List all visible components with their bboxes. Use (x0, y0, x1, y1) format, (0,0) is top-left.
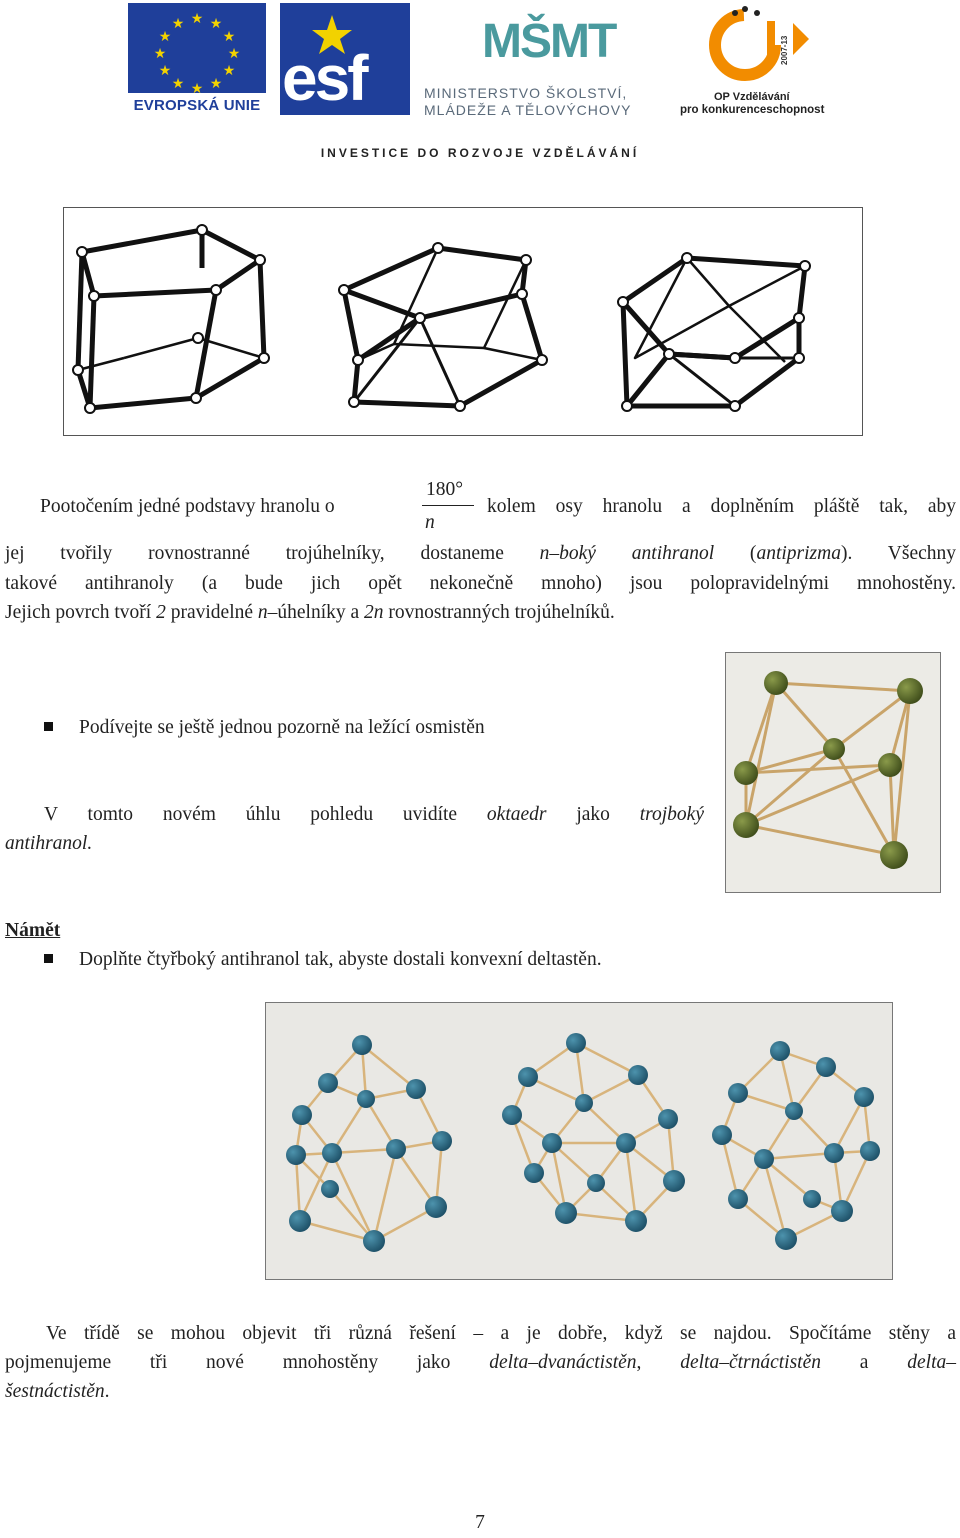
triangular-antiprism-drawing (623, 258, 805, 406)
svg-text:★: ★ (158, 29, 172, 45)
intro-line-1 (40, 478, 956, 538)
intro-l2-b: n–boký antihranol (539, 543, 715, 564)
closing-l2-f: delta– (907, 1352, 956, 1373)
svg-text:★: ★ (171, 76, 185, 92)
intro-line-4 (5, 598, 615, 628)
deltahedra-models-illustration (266, 1003, 892, 1279)
eu-label: EVROPSKÁ UNIE (133, 97, 261, 114)
intro-l1-before: Pootočením jedné podstavy hranolu o (40, 496, 335, 517)
octa-line-2 (5, 829, 92, 859)
octahedron-photo (725, 652, 941, 893)
fraction-bar (422, 505, 474, 506)
page-number: 7 (475, 1512, 485, 1533)
intro-l4-c: pravidelné (165, 602, 258, 623)
intro-line-2 (5, 539, 956, 569)
eu-flag-icon (128, 3, 266, 93)
closing-line-2 (5, 1348, 956, 1378)
octahedron-model-illustration (726, 653, 940, 892)
closing-l3-end: . (104, 1381, 110, 1402)
intro-l2-a: jej tvořily rovnostranné trojúhelníky, dostaneme (5, 543, 540, 564)
closing-line-3 (5, 1377, 110, 1407)
fraction (422, 478, 474, 536)
op-logo (680, 3, 840, 121)
closing-l2-c: , (636, 1352, 681, 1373)
octa-bullet-text: Podívejte se ještě jednou pozorně na ležící osmistěn (79, 717, 485, 738)
fraction-denominator: n (425, 512, 435, 533)
octa-line-1 (44, 800, 704, 830)
octa-l1-b: oktaedr (486, 804, 547, 825)
intro-line-3: takové antihranoly (a bude jich opět nekonečně mnoho) jsou polopravidelnými mnohostěny. (5, 573, 956, 594)
square-bullet-icon (44, 954, 53, 963)
svg-text:★: ★ (222, 63, 236, 79)
octa-l1-a: V tomto novém úhlu pohledu uvidíte (44, 804, 487, 825)
octa-bullet-line (44, 713, 485, 743)
hexagonal-antiprism-drawing (344, 248, 542, 406)
intro-l2-d: antiprizma (756, 543, 841, 564)
intro-l4-g: rovnostranných trojúhelníků. (383, 602, 615, 623)
op-line1: OP Vzdělávání (714, 91, 790, 103)
svg-text:★: ★ (209, 16, 223, 32)
svg-text:★: ★ (158, 63, 172, 79)
svg-text:★: ★ (222, 29, 236, 45)
intro-l4-e: –úhelníky a (267, 602, 365, 623)
deltahedra-photo (265, 1002, 893, 1280)
tagline: INVESTICE DO ROZVOJE VZDĚLÁVÁNÍ (320, 146, 640, 160)
task-heading: Námět (5, 920, 61, 941)
octa-l1-d: trojboký (639, 804, 704, 825)
square-bullet-icon (44, 722, 53, 731)
msmt-line1: MINISTERSTVO ŠKOLSTVÍ, (424, 85, 628, 101)
closing-l2-e: a (821, 1352, 908, 1373)
op-mark-icon (705, 3, 815, 91)
intro-l1-after: kolem osy hranolu a doplněním pláště tak, aby (487, 496, 956, 517)
svg-text:★: ★ (153, 46, 167, 62)
octa-l2: antihranol. (5, 833, 93, 854)
task-bullet-line (44, 945, 602, 975)
eu-logo (128, 3, 266, 118)
intro-l4-d: n (257, 602, 268, 623)
intro-l4-b: 2 (156, 602, 166, 623)
svg-text:★: ★ (190, 11, 204, 27)
svg-text:★: ★ (190, 81, 204, 93)
closing-l3: šestnáctistěn (5, 1381, 105, 1402)
intro-l2-e: ). Všechny (840, 543, 957, 564)
closing-line-1: Ve třídě se mohou objevit tři různá řešení – a je dobře, když se najdou. Spočítáme stěny a (46, 1323, 956, 1344)
op-line2: pro konkurenceschopnost (680, 104, 825, 116)
closing-l2-b: delta–dvanáctistěn (489, 1352, 637, 1373)
octa-l1-c: jako (546, 804, 640, 825)
closing-l2-a: pojmenujeme tři nové mnohostěny jako (5, 1352, 490, 1373)
svg-text:★: ★ (171, 16, 185, 32)
hexagonal-prism-drawing (78, 230, 264, 408)
fraction-numerator: 180° (426, 479, 464, 500)
msmt-logo (424, 3, 674, 118)
intro-l4-f: 2n (364, 602, 384, 623)
prism-figure (63, 207, 863, 436)
esf-logo (280, 3, 410, 118)
header-logos (0, 0, 960, 170)
op-year: 2007-13 (780, 35, 789, 65)
msmt-line2: MLÁDEŽE A TĚLOVÝCHOVY (424, 102, 632, 118)
svg-text:★: ★ (227, 46, 241, 62)
closing-l2-d: delta–čtrnáctistěn (680, 1352, 822, 1373)
intro-l2-c: ( (714, 543, 757, 564)
svg-text:★: ★ (209, 76, 223, 92)
esf-label: esf (282, 42, 366, 114)
intro-l4-a: Jejich povrch tvoří (5, 602, 157, 623)
prism-antiprism-drawing (64, 208, 862, 435)
msmt-abbr: MŠMT (482, 15, 616, 68)
task-bullet-text: Doplňte čtyřboký antihranol tak, abyste dostali konvexní deltastěn. (79, 949, 602, 970)
